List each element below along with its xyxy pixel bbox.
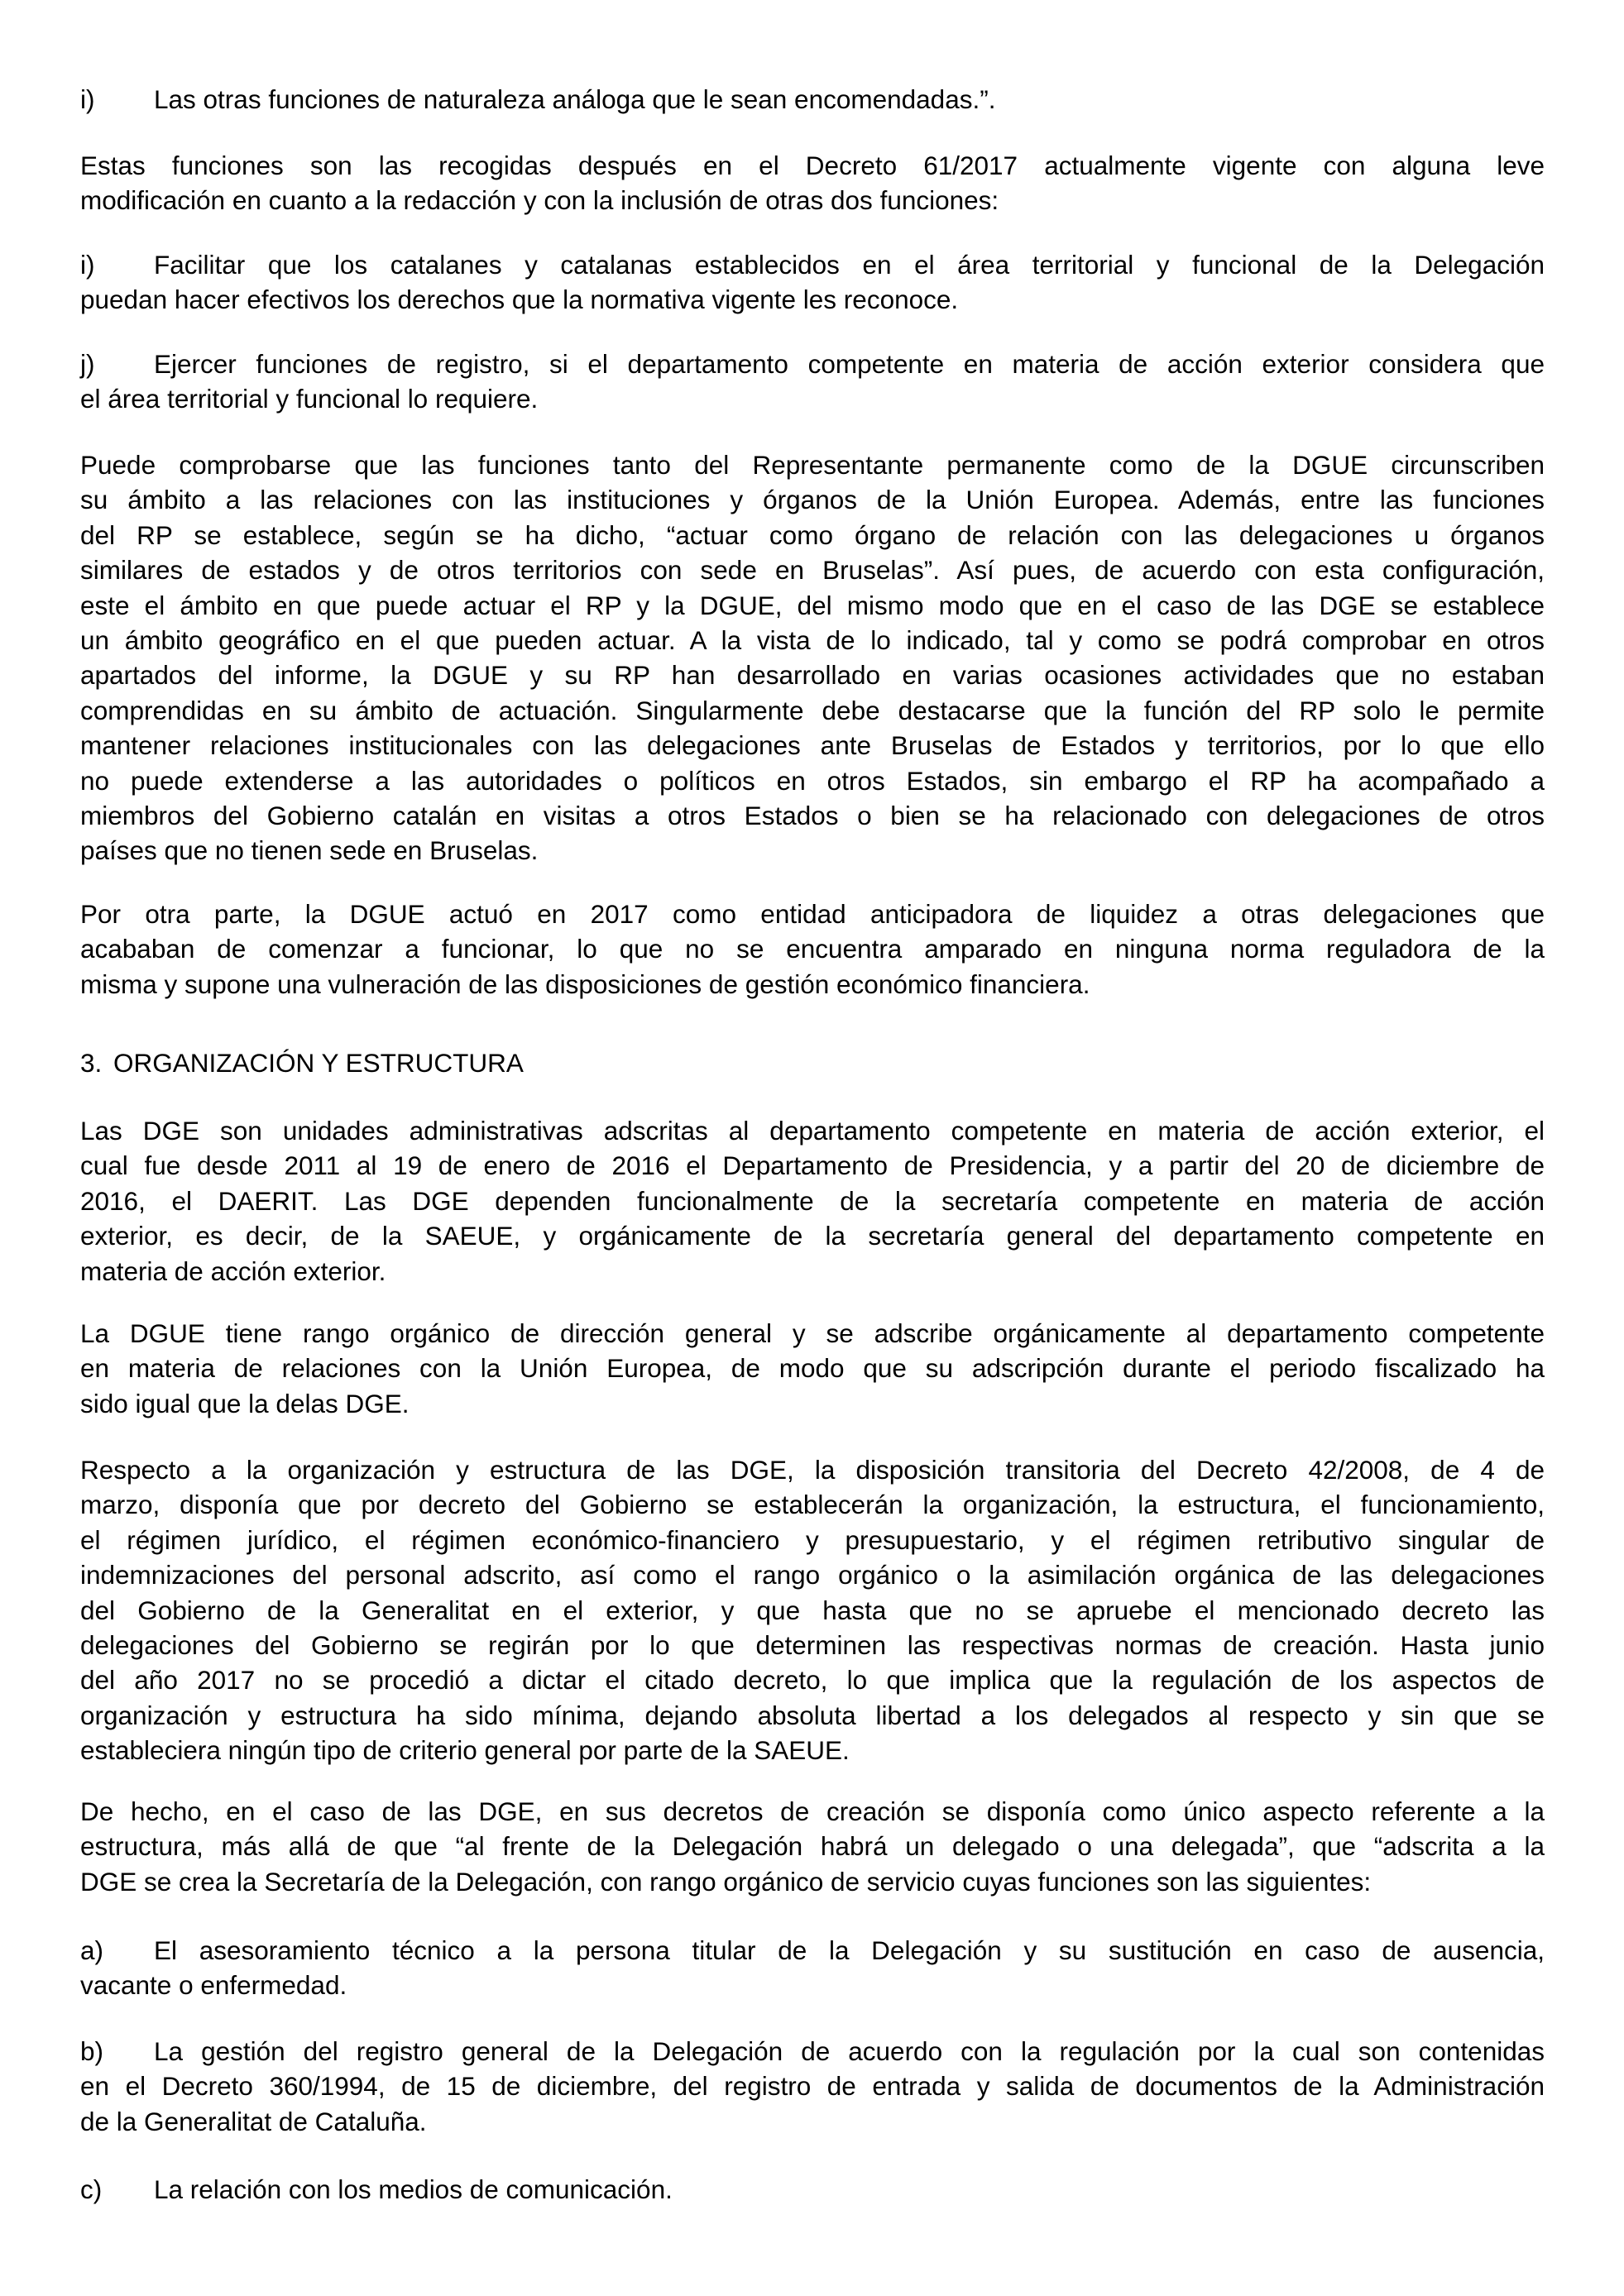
text-line: modificación en cuanto a la redacción y con la inclusión de otras dos funciones: (80, 185, 999, 216)
text-line: comprendidas en su ámbito de actuación. Singularmente debe destacarse que la función del RP solo le permite (80, 695, 1545, 725)
list-item (80, 247, 1545, 318)
text-line: acababan de comenzar a funcionar, lo que no se encuentra amparado en ninguna norma reguladora de la (80, 934, 1545, 964)
text-line: del año 2017 no se procedió a dictar el citado decreto, lo que implica que la regulación de los aspectos de (80, 1665, 1545, 1696)
text-line: apartados del informe, la DGUE y su RP han desarrollado en varias ocasiones actividades que no estaban (80, 660, 1545, 691)
text-line: el régimen jurídico, el régimen económico-financiero y presupuestario, y el régimen retributivo singular de (80, 1524, 1545, 1555)
section-number: 3. (80, 1048, 103, 1078)
text-line: La relación con los medios de comunicación. (154, 2174, 673, 2204)
text-line: organización y estructura ha sido mínima, dejando absoluta libertad a los delegados al respecto y sin que se (80, 1700, 1545, 1730)
text-line: su ámbito a las relaciones con las instituciones y órganos de la Unión Europea. Además, entre las funciones (80, 485, 1545, 515)
text-line: El asesoramiento técnico a la persona titular de la Delegación y su sustitución en caso de ausencia, (154, 1935, 1545, 1965)
list-item-label: a) (80, 1935, 104, 1965)
text-line: materia de acción exterior. (80, 1256, 386, 1286)
text-line: estructura, más allá de que “al frente de la Delegación habrá un delegado o una delegada”, que “adscrita a la (80, 1831, 1545, 1862)
list-item-label: c) (80, 2174, 103, 2204)
list-item (80, 2034, 1545, 2139)
list-item (80, 1933, 1545, 2003)
paragraph (80, 447, 1545, 868)
text-line: Facilitar que los catalanes y catalanas establecidos en el área territorial y funcional de la Delegación (154, 250, 1545, 280)
text-line: sido igual que la delas DGE. (80, 1388, 410, 1418)
section-title: ORGANIZACIÓN Y ESTRUCTURA (113, 1048, 524, 1078)
text-line: miembros del Gobierno catalán en visitas a otros Estados o bien se ha relacionado con delegaciones de otros (80, 800, 1545, 830)
text-line: del RP se establece, según se ha dicho, “actuar como órgano de relación con las delegaciones u órganos (80, 519, 1545, 550)
text-line: un ámbito geográfico en el que pueden actuar. A la vista de lo indicado, tal y como se podrá comprobar en otros (80, 624, 1545, 655)
list-item-label: i) (80, 84, 95, 114)
text-line: en el Decreto 360/1994, de 15 de diciembre, del registro de entrada y salida de documentos de la Administración (80, 2071, 1545, 2102)
section-heading (80, 1045, 524, 1080)
text-line: países que no tienen sede en Bruselas. (80, 835, 539, 866)
text-line: De hecho, en el caso de las DGE, en sus decretos de creación se disponía como único aspecto referente a la (80, 1796, 1545, 1826)
text-line: cual fue desde 2011 al 19 de enero de 2016 el Departamento de Presidencia, y a partir del 20 de diciembre de (80, 1150, 1545, 1181)
list-item-label: j) (80, 349, 95, 379)
list-item (80, 82, 1545, 117)
text-line: el área territorial y funcional lo requiere. (80, 384, 539, 414)
text-line: este el ámbito en que puede actuar el RP y la DGUE, del mismo modo que en el caso de las DGE se establece (80, 590, 1545, 620)
text-line: no puede extenderse a las autoridades o políticos en otros Estados, sin embargo el RP ha acompañado a (80, 765, 1545, 796)
text-line: en materia de relaciones con la Unión Europea, de modo que su adscripción durante el periodo fiscalizado ha (80, 1353, 1545, 1384)
text-line: La DGUE tiene rango orgánico de dirección general y se adscribe orgánicamente al departamento competente (80, 1318, 1545, 1348)
text-line: de la Generalitat de Cataluña. (80, 2106, 427, 2136)
paragraph (80, 1113, 1545, 1289)
text-line: misma y supone una vulneración de las disposiciones de gestión económico financiera. (80, 969, 1090, 999)
text-line: exterior, es decir, de la SAEUE, y orgánicamente de la secretaría general del departamento competente en (80, 1221, 1545, 1251)
text-line: delegaciones del Gobierno se regirán por lo que determinen las respectivas normas de creación. Hasta junio (80, 1629, 1545, 1660)
text-line: puedan hacer efectivos los derechos que la normativa vigente les reconoce. (80, 285, 959, 315)
text-line: marzo, disponía que por decreto del Gobierno se establecerán la organización, la estructura, el funcionamiento, (80, 1490, 1545, 1520)
text-line: estableciera ningún tipo de criterio general por parte de la SAEUE. (80, 1735, 850, 1766)
text-line: del Gobierno de la Generalitat en el exterior, y que hasta que no se apruebe el mencionado decreto las (80, 1595, 1545, 1625)
list-item-label: i) (80, 250, 95, 280)
text-line: La gestión del registro general de la Delegación de acuerdo con la regulación por la cual son contenidas (154, 2036, 1545, 2066)
list-item (80, 2172, 1545, 2207)
paragraph (80, 148, 1545, 218)
paragraph (80, 897, 1545, 1002)
text-line: Las otras funciones de naturaleza análoga que le sean encomendadas.”. (154, 84, 996, 114)
text-line: Ejercer funciones de registro, si el departamento competente en materia de acción exterior considera que (154, 349, 1545, 379)
text-line: DGE se crea la Secretaría de la Delegación, con rango orgánico de servicio cuyas funciones son las siguientes: (80, 1866, 1372, 1897)
text-line: vacante o enfermedad. (80, 1970, 347, 2001)
text-line: 2016, el DAERIT. Las DGE dependen funcionalmente de la secretaría competente en materia de acción (80, 1185, 1545, 1216)
list-item (80, 347, 1545, 417)
paragraph (80, 1794, 1545, 1899)
text-line: indemnizaciones del personal adscrito, así como el rango orgánico o la asimilación orgánica de las delegaciones (80, 1560, 1545, 1590)
text-line: mantener relaciones institucionales con las delegaciones ante Bruselas de Estados y territorios, por lo que ello (80, 730, 1545, 761)
text-line: Estas funciones son las recogidas después en el Decreto 61/2017 actualmente vigente con alguna leve (80, 151, 1545, 180)
text-line: similares de estados y de otros territorios con sede en Bruselas”. Así pues, de acuerdo con esta configuración, (80, 555, 1545, 586)
paragraph (80, 1316, 1545, 1421)
text-line: Por otra parte, la DGUE actuó en 2017 como entidad anticipadora de liquidez a otras delegaciones que (80, 899, 1545, 929)
text-line: Las DGE son unidades administrativas adscritas al departamento competente en materia de acción exterior, el (80, 1116, 1545, 1146)
text-line: Puede comprobarse que las funciones tanto del Representante permanente como de la DGUE circunscriben (80, 450, 1545, 480)
paragraph (80, 1452, 1545, 1768)
text-line: Respecto a la organización y estructura de las DGE, la disposición transitoria del Decreto 42/2008, de 4 de (80, 1455, 1545, 1485)
list-item-label: b) (80, 2036, 104, 2066)
